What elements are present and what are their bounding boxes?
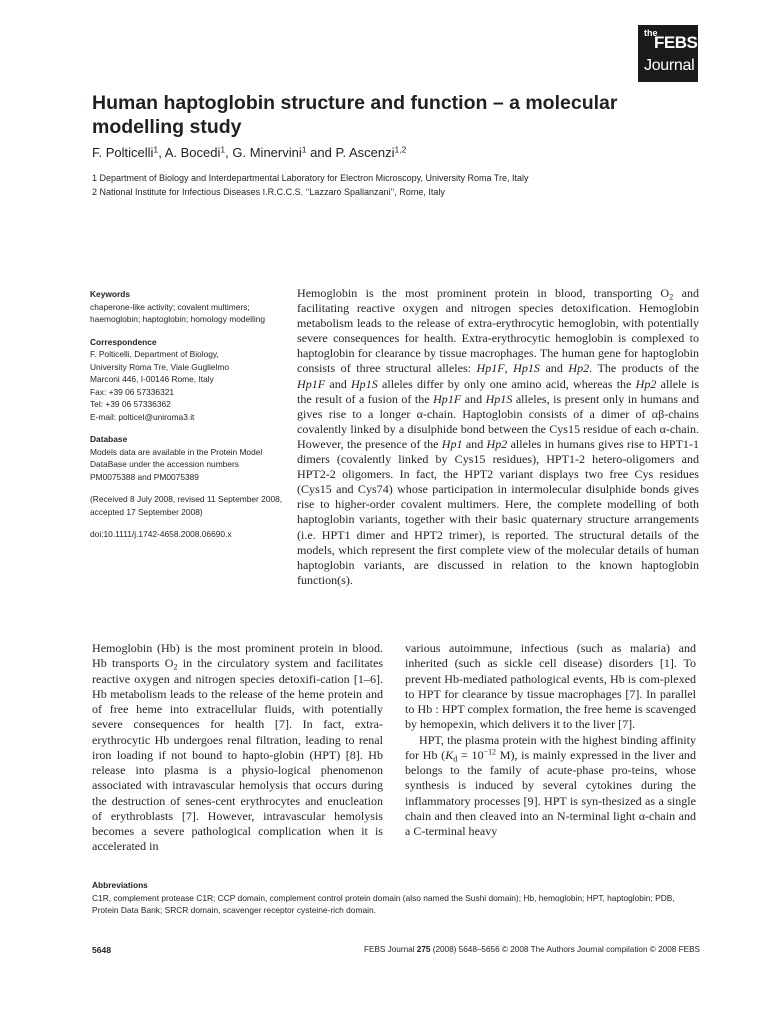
journal-logo [638,25,698,82]
article-info-sidebar [90,288,285,551]
correspondence-line: Marconi 446, I-00146 Rome, Italy [90,374,214,384]
abstract-paragraph: Hemoglobin is the most prominent protein in blood, transporting $O_2$ and facilitating reactive oxygen and nitrogen species detoxification. Hemoglobin metabolism leads to the release of extra-erythrocytic hemoglobin, with potentially severe consequences for health. Extra-erythrocytic hemoglobin is complexed to haptoglobin for clearance by tissue macrophages. The human gene for haptoglobin consists of three structural alleles: Hp1F, Hp1S and Hp2. The products of the Hp1F and Hp1S alleles differ by only one amino acid, whereas the Hp2 allele is the result of a fusion of the Hp1F and Hp1S alleles, is present only in humans and gives rise to a longer α-chain. Haptoglobin consists of a dimer of αβ-chains covalently linked by a disulphide bond between the Cys15 residue of each α-chain. However, the presence of the Hp1 and Hp2 alleles in humans gives rise to HPT1-1 dimers (covalently linked by Cys15 residues), HPT1-2 hetero-oligomers and HPT2-2 oligomers. In fact, the HPT2 variant displays two free Cys residues (Cys15 and Cys74) whose participation in intermolecular disulphide bonds gives rise to higher-order covalent multimers. Here, the complete modelling of both haptoglobin variants, together with their basic quaternary structure arrangements (i.e. HPT1 dimer and HPT2 trimer), is reported. The structural details of the models, which represent the first complete view of the molecular details of human haptoglobin variants, are discussed in relation to the known haptoglobin function(s). [297,286,700,587]
footer-citation: FEBS Journal 275 (2008) 5648–5656 © 2008 The Authors Journal compilation © 2008 FEBS [363,945,700,954]
affiliation-1: 1 Department of Biology and Interdepartmental Laboratory for Electron Microscopy, University Roma Tre, Italy [92,173,529,183]
correspondence-heading: Correspondence [90,336,157,347]
body-column-right [405,641,696,839]
keywords-block [90,288,285,326]
body-paragraph: various autoimmune, infectious (such as malaria) and inherited (such as sickle cell disease) disorders [1]. To prevent Hb-mediated pathological events, Hb is com-plexed to HPT for clearance by tissue macrophages [7]. In parallel to Hb : HPT complex formation, the free heme is scavenged by hemopexin, which delivers it to the liver [7]. [405,641,696,732]
correspondence-line: University Roma Tre, Viale Guglielmo [90,361,230,372]
database-text: Models data are available in the Protein Model DataBase under the accession numbers PM0075388 and PM0075389 [90,446,263,482]
abbreviations-heading: Abbreviations [92,880,148,890]
author-affiliation-marker: 1 [301,144,307,155]
affiliation-2: 2 National Institute for Infectious Diseases I.R.C.C.S. ‘‘Lazzaro Spallanzani’’, Rome, Italy [92,187,445,197]
logo-the: the [644,28,658,38]
abbreviations-text: C1R, complement protease C1R; CCP domain, complement control protein domain (also named the Sushi domain); Hb, hemoglobin; HPT, haptoglobin; PDB, Protein Data Bank; SRCR domain, scavenger receptor cysteine-rich domain. [92,892,675,915]
correspondence-block [90,336,285,424]
author-name: P. Ascenzi$^{1,2}$ [335,144,407,160]
page-number: 5648 [92,945,112,955]
article-title: Human haptoglobin structure and function – a molecular modelling study [92,92,618,138]
received-dates [90,493,285,518]
doi-link[interactable]: doi:10.1111/j.1742-4658.2008.06690.x [90,529,232,539]
database-heading: Database [90,434,128,444]
author-affiliation-marker: 1,2 [394,144,407,155]
correspondence-line: F. Polticelli, Department of Biology, [90,349,219,359]
keywords-heading: Keywords [90,289,131,299]
correspondence-line: Fax: +39 06 57336321 [90,386,175,397]
database-block [90,433,285,483]
logo-febs: FEBS [654,33,698,52]
body-column-left [92,641,383,855]
abbreviations-block [92,879,702,917]
author-affiliation-marker: 1 [153,144,159,155]
author-name: A. Bocedi$^1$ [164,144,226,160]
body-paragraph: HPT, the plasma protein with the highest binding affinity for Hb ($K_d = 10^{-12}$ M), is mainly expressed in the liver and belongs to the family of acute-phase pro-teins, whose synthesis is induced by several cytokines during the inflammatory processes [9]. HPT is syn-thesized as a single chain and then cleaved into an N-terminal light α-chain and a C-terminal heavy [405,732,696,838]
doi-block [90,528,285,541]
keywords-text: chaperone-like activity; covalent multimers; haemoglobin; haptoglobin; homology modelling [90,301,266,324]
author-affiliation-marker: 1 [220,144,226,155]
author-name: F. Polticelli$^1$ [92,144,159,160]
author-list: F. Polticelli$^1$, A. Bocedi$^1$, G. Minervini$^1$ and P. Ascenzi$^{1,2}$ [92,144,407,160]
correspondence-email[interactable]: E-mail: polticel@uniroma3.it [90,411,195,422]
author-name: G. Minervini$^1$ [232,144,307,160]
logo-journal: Journal [644,57,695,74]
correspondence-line: Tel: +39 06 57336362 [90,399,171,409]
received-text: (Received 8 July 2008, revised 11 September 2008, accepted 17 September 2008) [90,494,283,517]
body-paragraph: Hemoglobin (Hb) is the most prominent protein in blood. Hb transports $O_2$ in the circulatory system and facilitates reactive oxygen and nitrogen species detoxifi-cation [1–6]. Hb metabolism leads to the release of the heme protein and of free heme into extracellular fluids, with potentially severe consequences for health [7]. In fact, extra-erythrocytic Hb undergoes renal filtration, leading to renal iron loading if not bound to hapto-globin (HPT) [8]. Hb release into plasma is a physio-logical phenomenon associated with intravascular hemolysis that occurs during the destruction of senes-cent erythrocytes and enucleation of erythroblasts [7]. However, intravascular hemolysis becomes a severe pathological complication when it is accelerated in [92,641,384,854]
